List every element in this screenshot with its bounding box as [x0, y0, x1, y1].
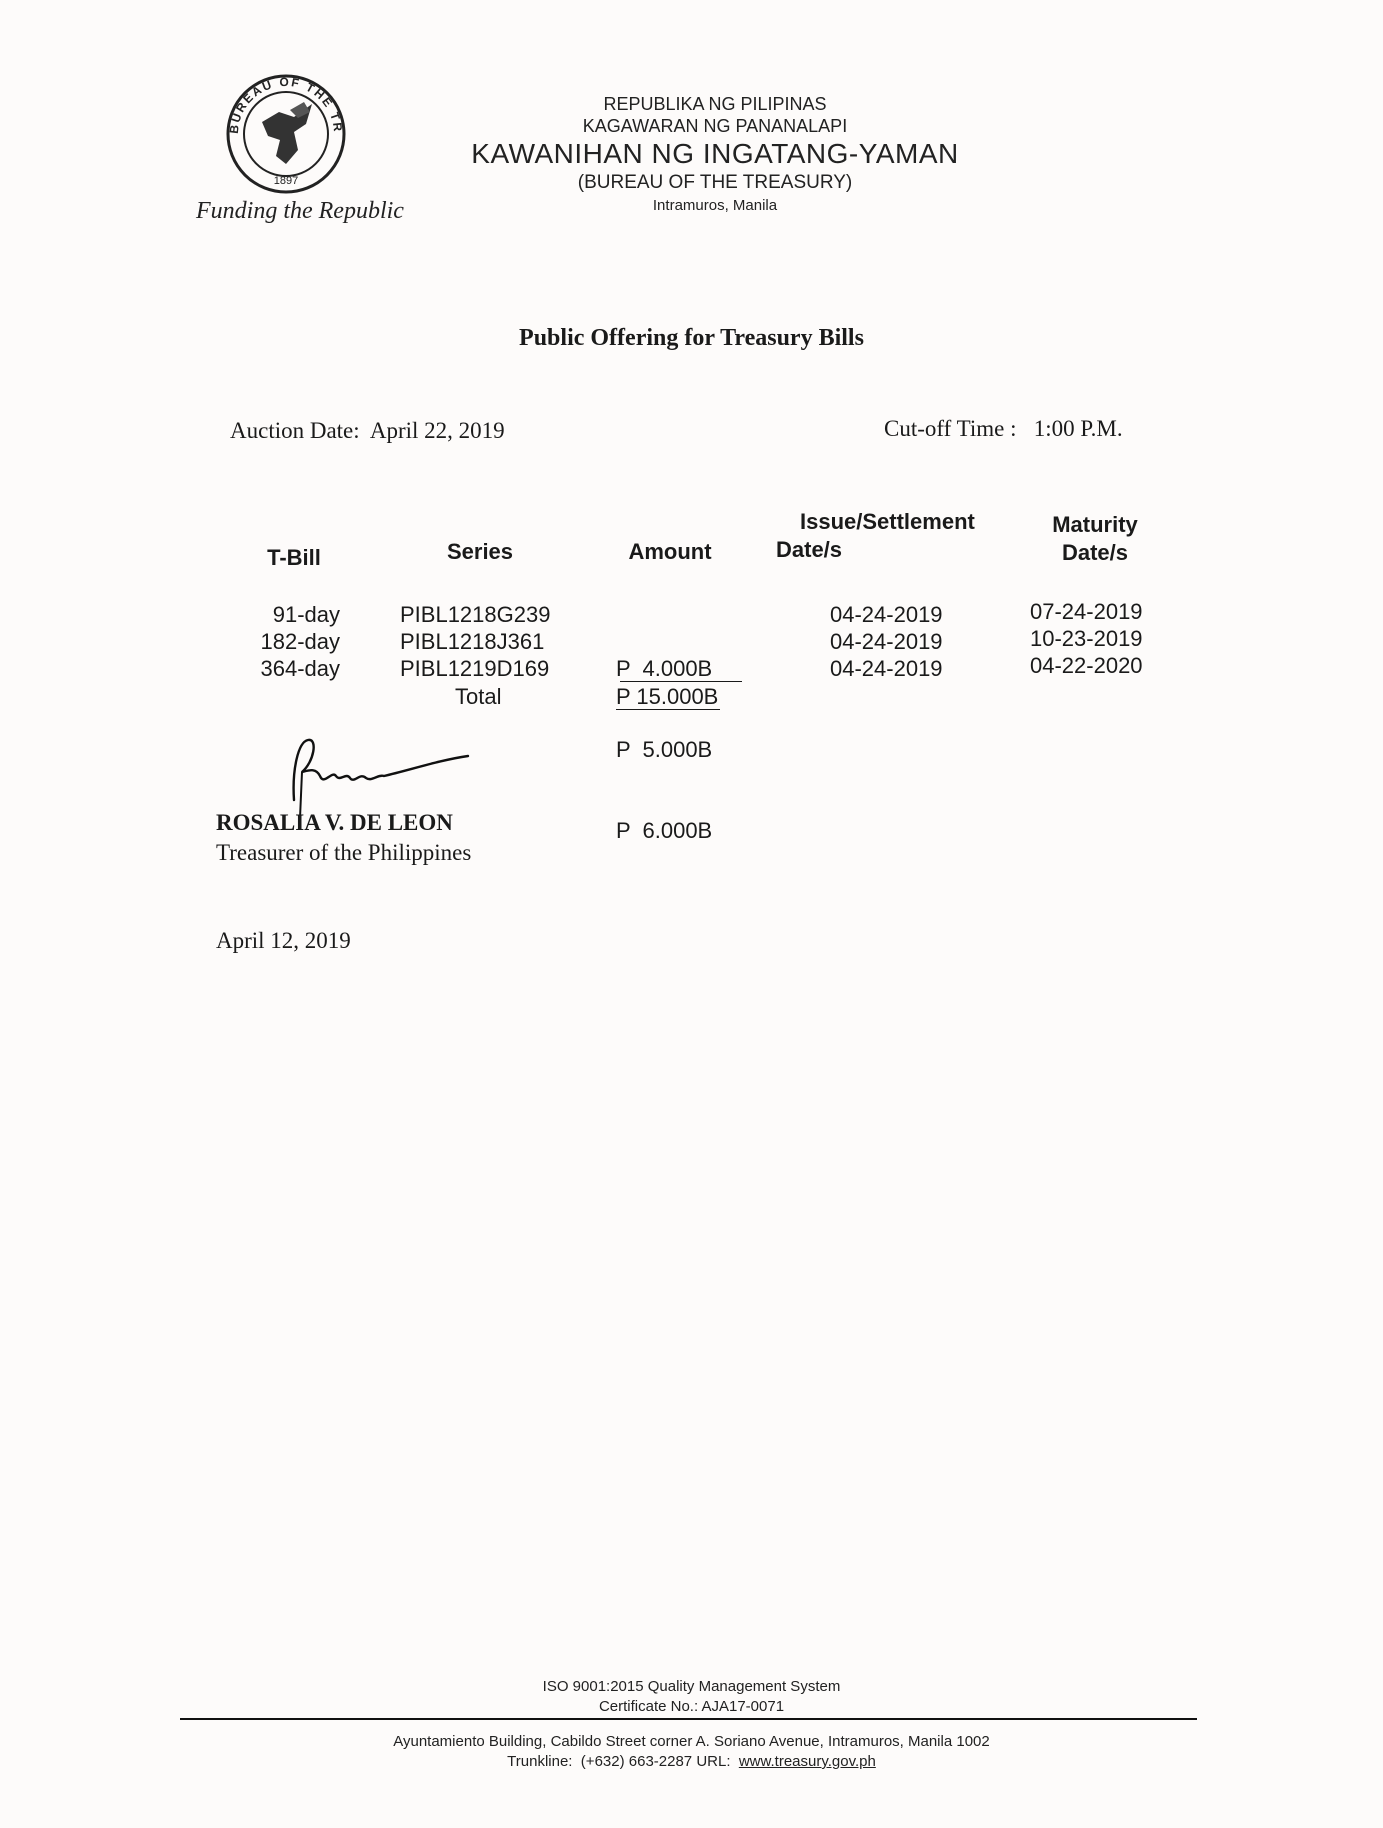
- table-cell-amount: P 4.000B: [616, 656, 713, 681]
- amount-column: [616, 601, 746, 871]
- table-cell-series: PIBL1218J361: [400, 629, 545, 654]
- seal-ring-text: BUREAU OF THE TR: [226, 74, 346, 135]
- header-department: KAGAWARAN NG PANANALAPI: [582, 116, 848, 136]
- total-label: Total: [455, 684, 502, 709]
- table-cell-tbill: 364-day: [260, 656, 340, 681]
- column-header-maturity-line1: Maturity: [1052, 512, 1138, 537]
- header-bureau: KAWANIHAN NG INGATANG-YAMAN: [471, 138, 959, 169]
- auction-date: Auction Date: April 22, 2019: [230, 418, 505, 443]
- handwritten-signature: [280, 730, 470, 820]
- column-header-maturity-line2: Date/s: [1061, 540, 1129, 565]
- motto: Funding the Republic: [196, 198, 404, 224]
- table-cell-issue-date: 04-24-2019: [830, 602, 943, 627]
- column-header-amount: Amount: [628, 539, 712, 564]
- total-underline: [616, 709, 720, 710]
- table-cell-amount: P 5.000B: [616, 737, 713, 762]
- table-cell-maturity-date: 07-24-2019: [1030, 599, 1143, 624]
- amount-subtotal-rule: [620, 681, 742, 682]
- footer-url-link[interactable]: www.treasury.gov.ph: [738, 1753, 876, 1770]
- table-cell-amount: P 6.000B: [616, 818, 713, 843]
- maturity-date-column: [1030, 598, 1180, 679]
- footer-iso-line: ISO 9001:2015 Quality Management System: [542, 1678, 841, 1695]
- footer-trunkline: Trunkline: (+632) 663-2287 URL:: [507, 1753, 739, 1770]
- table-cell-maturity-date: 10-23-2019: [1030, 626, 1143, 651]
- footer-address: Ayuntamiento Building, Cabildo Street corner A. Soriano Avenue, Intramuros, Manila 1002: [393, 1733, 990, 1750]
- series-column: [400, 601, 580, 682]
- table-cell-tbill: 182-day: [260, 629, 340, 654]
- table-cell-issue-date: 04-24-2019: [830, 629, 943, 654]
- column-header-issue-date: [776, 508, 1016, 564]
- issue-date-column: [830, 601, 970, 682]
- treasury-seal-icon: [224, 72, 349, 197]
- header-bureau-english: (BUREAU OF THE TREASURY): [577, 172, 853, 193]
- document-date: April 12, 2019: [216, 928, 351, 953]
- table-cell-tbill: 91-day: [272, 602, 340, 627]
- column-header-issue-line2: Date/s: [776, 537, 843, 562]
- table-cell-maturity-date: 04-22-2020: [1030, 653, 1143, 678]
- cutoff-time: Cut-off Time : 1:00 P.M.: [884, 416, 1123, 441]
- header-republic: REPUBLIKA NG PILIPINAS: [603, 94, 827, 114]
- tbill-column: [240, 601, 340, 682]
- column-header-tbill: T-Bill: [267, 545, 321, 570]
- column-header-series: Series: [446, 539, 514, 564]
- signer-name: ROSALIA V. DE LEON: [216, 810, 453, 835]
- table-cell-issue-date: 04-24-2019: [830, 656, 943, 681]
- footer-certificate: Certificate No.: AJA17-0071: [598, 1698, 785, 1715]
- table-cell-series: PIBL1218G239: [400, 602, 551, 627]
- signer-title: Treasurer of the Philippines: [216, 840, 472, 865]
- document-title: Public Offering for Treasury Bills: [519, 325, 864, 351]
- seal-year: 1897: [273, 175, 299, 187]
- column-header-maturity-date: [1030, 511, 1160, 567]
- footer-contact: [0, 1753, 1383, 1770]
- header-location: Intramuros, Manila: [652, 197, 778, 214]
- column-header-issue-line1: Issue/Settlement: [800, 509, 975, 534]
- table-cell-series: PIBL1219D169: [400, 656, 550, 681]
- footer-divider: [180, 1718, 1197, 1720]
- total-amount: P 15.000B: [616, 684, 719, 709]
